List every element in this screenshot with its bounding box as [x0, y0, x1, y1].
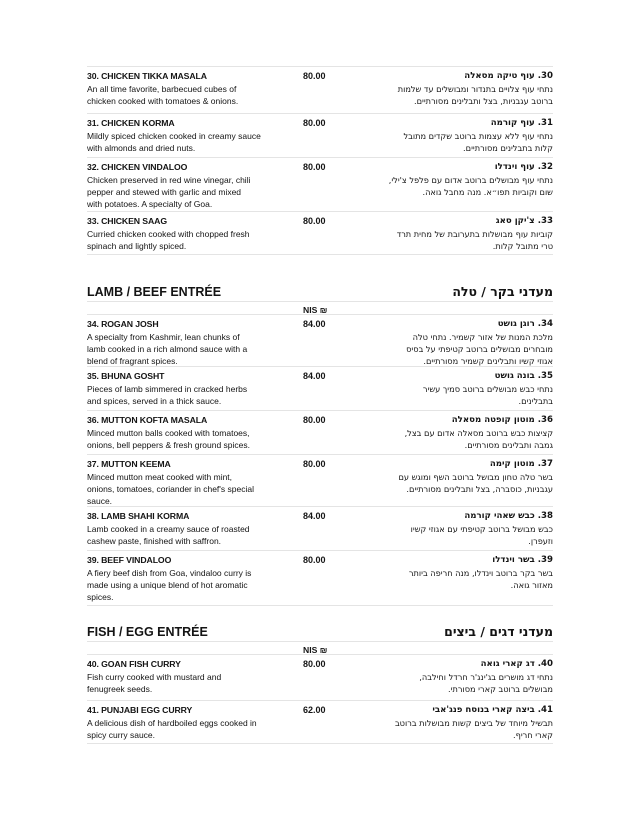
- item-name: 36. MUTTON KOFTA MASALA: [87, 415, 208, 425]
- menu-item: [87, 654, 553, 695]
- item-price: 80.00: [303, 162, 326, 172]
- item-description-line-hebrew: עגבניות, כוסברה, בצל ותבלינים מסורתיים.: [406, 484, 553, 494]
- item-description-line: with almonds and dried nuts.: [87, 143, 196, 153]
- item-description-line-hebrew: בשר טלה טחון מבושל ברוטב השף ומוגש עם: [398, 472, 553, 482]
- item-description-line: Fish curry cooked with mustard and: [87, 672, 222, 682]
- item-description-line: Minced mutton balls cooked with tomatoes,: [87, 428, 250, 438]
- item-description-line: fenugreek seeds.: [87, 684, 153, 694]
- item-description-line: blend of fragrant spices.: [87, 356, 178, 366]
- item-description-line-hebrew: טרי מתובל קלות.: [492, 241, 553, 251]
- currency-label: NIS ₪: [303, 645, 328, 655]
- item-description-line-hebrew: קארי חריף.: [513, 730, 553, 740]
- item-description-line-hebrew: וזעפרן.: [528, 536, 553, 546]
- item-hebrew: [337, 370, 553, 407]
- item-description-line-hebrew: קוביות עוף מבושלות בתערובת של מחית תרד: [396, 229, 553, 239]
- item-name: 40. GOAN FISH CURRY: [87, 659, 181, 669]
- item-price: 80.00: [303, 71, 326, 81]
- item-hebrew: [337, 414, 553, 451]
- item-description-line-hebrew: נתחי עוף צלויים בתנדור ומבושלים עד שלמות: [397, 84, 553, 94]
- menu-item: [87, 454, 553, 507]
- item-name-hebrew: 34. רוגן גושט: [497, 319, 553, 329]
- item-description-line-hebrew: כבש מבושל ברוטב קטיפתי עם אגוזי קשיו: [410, 524, 553, 534]
- item-description-line: made using a unique blend of hot aromatic: [87, 580, 248, 590]
- item-description-line: sauce.: [87, 496, 113, 506]
- menu-item: [87, 314, 553, 367]
- item-english: [87, 658, 297, 695]
- item-price: 80.00: [303, 118, 326, 128]
- item-price: 80.00: [303, 216, 326, 226]
- item-description-line: spinach and lightly spiced.: [87, 241, 187, 251]
- item-description-line: onions, tomatoes, coriander in chef's special: [87, 484, 254, 494]
- item-name: 34. ROGAN JOSH: [87, 319, 159, 329]
- item-description-line-hebrew: נתחי דג מושרים בג'ינג'ר חרדל וחילבה,: [419, 672, 553, 682]
- section-title-hebrew: מעדני דגים / ביצים: [444, 624, 553, 639]
- item-description-line: A specialty from Kashmir, lean chunks of: [87, 332, 240, 342]
- item-name: 37. MUTTON KEEMA: [87, 459, 171, 469]
- item-price: 80.00: [303, 659, 326, 669]
- item-english: [87, 510, 297, 547]
- item-name: 31. CHICKEN KORMA: [87, 118, 175, 128]
- section-header-fish-egg: [87, 624, 553, 640]
- item-hebrew: [337, 117, 553, 154]
- menu-item: [87, 157, 553, 210]
- item-name-hebrew: 30. עוף טיקה מסאלה: [464, 71, 553, 81]
- item-price: 62.00: [303, 705, 326, 715]
- item-hebrew: [337, 704, 553, 741]
- item-description-line: An all time favorite, barbecued cubes of: [87, 84, 237, 94]
- item-description-line: and spices, served in a thick sauce.: [87, 396, 222, 406]
- item-hebrew: [337, 215, 553, 252]
- item-price: 84.00: [303, 319, 326, 329]
- item-name-hebrew: 40. דג קארי גואה: [480, 659, 553, 669]
- section-title: FISH / EGG ENTRÉE: [87, 625, 208, 639]
- item-description-line: Curried chicken cooked with chopped fresh: [87, 229, 250, 239]
- item-price: 80.00: [303, 555, 326, 565]
- item-description-line: lamb cooked in a rich almond sauce with a: [87, 344, 248, 354]
- item-name: 33. CHICKEN SAAG: [87, 216, 167, 226]
- item-price: 84.00: [303, 371, 326, 381]
- menu-item: [87, 66, 553, 107]
- item-description-line-hebrew: שום וקוביות תפו״א. מנה מחבל גואה.: [422, 187, 553, 197]
- item-english: [87, 370, 297, 407]
- item-description-line: Pieces of lamb simmered in cracked herbs: [87, 384, 248, 394]
- item-english: [87, 117, 297, 154]
- item-description-line-hebrew: נתחי עוף ללא עצמות ברוטב שקדים מתובל: [403, 131, 553, 141]
- item-description-line-hebrew: מובחרים מבושלים ברוטב קטיפתי על בסיס: [406, 344, 553, 354]
- item-hebrew: [337, 510, 553, 547]
- section-header-lamb-beef: [87, 284, 553, 300]
- item-english: [87, 414, 297, 451]
- item-description-line-hebrew: גמבה ותבלינים מסורתיים.: [464, 440, 553, 450]
- item-description-line: A fiery beef dish from Goa, vindaloo curry is: [87, 568, 252, 578]
- item-name-hebrew: 41. ביצה קארי בנוסח פנג'אבי: [432, 705, 553, 715]
- item-description-line: Lamb cooked in a creamy sauce of roasted: [87, 524, 250, 534]
- section-title: LAMB / BEEF ENTRÉE: [87, 285, 222, 299]
- item-english: [87, 318, 297, 367]
- item-description-line: Mildly spiced chicken cooked in creamy sauce: [87, 131, 261, 141]
- section-title-hebrew: מעדני בקר / טלה: [452, 284, 553, 299]
- item-description-line-hebrew: נתחי עוף מבושלים ברוטב אדום עם פלפל צ'ילי,: [388, 175, 553, 185]
- item-description-line-hebrew: תבשיל מיוחד של ביצים קשות מבושלות ברוטב: [394, 718, 553, 728]
- item-description-line-hebrew: בתבלינים.: [518, 396, 553, 406]
- menu-item: [87, 211, 553, 255]
- item-description-line: spices.: [87, 592, 114, 602]
- item-price: 84.00: [303, 511, 326, 521]
- item-description-line: onions, bell peppers & fresh ground spices.: [87, 440, 251, 450]
- item-hebrew: [337, 658, 553, 695]
- menu-item: [87, 366, 553, 407]
- menu-item: [87, 506, 553, 547]
- item-english: [87, 458, 297, 507]
- item-description-line: Chicken preserved in red wine vinegar, chili: [87, 175, 251, 185]
- item-description-line: chicken cooked with tomatoes & onions.: [87, 96, 239, 106]
- item-name: 32. CHICKEN VINDALOO: [87, 162, 188, 172]
- item-description-line-hebrew: נתחי כבש מבושלים ברוטב סמיך עשיר: [422, 384, 553, 394]
- item-description-line: with potatoes. A specialty of Goa.: [87, 199, 213, 209]
- item-hebrew: [337, 554, 553, 603]
- menu-item: [87, 410, 553, 451]
- menu-item: [87, 700, 553, 744]
- item-hebrew: [337, 161, 553, 210]
- item-english: [87, 704, 297, 741]
- menu-item: [87, 550, 553, 606]
- item-name: 38. LAMB SHAHI KORMA: [87, 511, 190, 521]
- item-name: 30. CHICKEN TIKKA MASALA: [87, 71, 207, 81]
- item-name-hebrew: 37. מוטון קימה: [489, 459, 553, 469]
- item-description-line-hebrew: ברוטב עגבניות, בצל ותבלינים מסורתיים.: [413, 96, 553, 106]
- item-name-hebrew: 39. בשר וינדלו: [492, 555, 553, 565]
- menu-item: [87, 113, 553, 154]
- item-name-hebrew: 32. עוף וינדלו: [494, 162, 553, 172]
- item-description-line: spicy curry sauce.: [87, 730, 156, 740]
- item-description-line-hebrew: מלכת המנות של אזור קשמיר. נתחי טלה: [412, 332, 553, 342]
- item-description-line-hebrew: בשר בקר ברוטב וינדלו, מנה חריפה ביותר: [408, 568, 553, 578]
- item-english: [87, 215, 297, 252]
- item-english: [87, 161, 297, 210]
- item-name-hebrew: 35. בונה גושט: [494, 371, 553, 381]
- item-name-hebrew: 38. כבש שאהי קורמה: [464, 511, 553, 521]
- item-description-line-hebrew: אגוזי קשיו ותבלינים קשמיר מסורתיים.: [423, 356, 553, 366]
- item-name: 41. PUNJABI EGG CURRY: [87, 705, 193, 715]
- item-english: [87, 70, 297, 107]
- item-name: 35. BHUNA GOSHT: [87, 371, 165, 381]
- item-description-line-hebrew: קלות בתבלינים מסורתיים.: [463, 143, 553, 153]
- item-name-hebrew: 31. עוף קורמה: [490, 118, 553, 128]
- item-description-line-hebrew: קציצות כבש ברוטב מסאלה אדום עם בצל,: [404, 428, 553, 438]
- item-hebrew: [337, 318, 553, 367]
- item-name-hebrew: 36. מוטון קופטה מסאלה: [451, 415, 553, 425]
- item-description-line: A delicious dish of hardboiled eggs cooked in: [87, 718, 257, 728]
- item-description-line: Minced mutton meat cooked with mint,: [87, 472, 233, 482]
- item-hebrew: [337, 458, 553, 507]
- item-description-line: cashew paste, finished with saffron.: [87, 536, 222, 546]
- item-name-hebrew: 33. צ'יקן סאג: [495, 216, 553, 226]
- item-description-line: pepper and stewed with garlic and mixed: [87, 187, 242, 197]
- currency-label: NIS ₪: [303, 305, 328, 315]
- item-description-line-hebrew: מאזור גואה.: [510, 580, 553, 590]
- item-price: 80.00: [303, 459, 326, 469]
- item-name: 39. BEEF VINDALOO: [87, 555, 172, 565]
- item-description-line-hebrew: מבושלים ברוטב קארי מסורתי.: [448, 684, 553, 694]
- item-hebrew: [337, 70, 553, 107]
- item-price: 80.00: [303, 415, 326, 425]
- item-english: [87, 554, 297, 603]
